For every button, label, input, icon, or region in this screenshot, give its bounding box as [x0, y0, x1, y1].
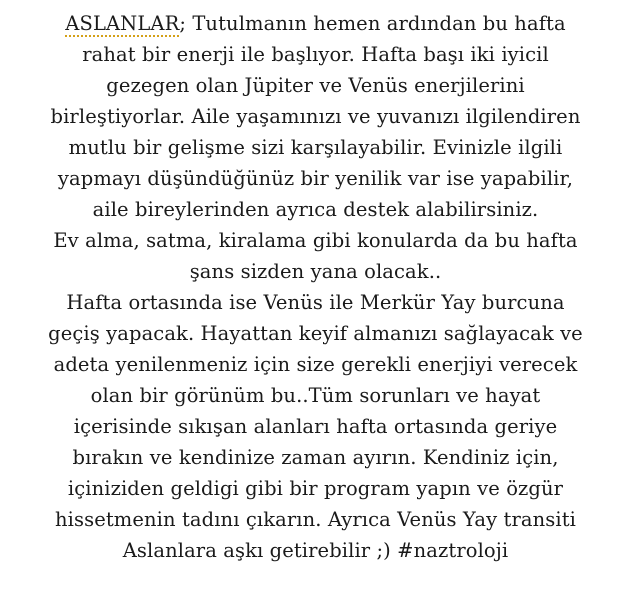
- horoscope-text: [0, 8, 631, 566]
- text-line: geçiş yapacak. Hayattan keyif almanızı sağlayacak ve: [48, 322, 583, 345]
- text-line: içiniziden geldigi gibi bir program yapın ve özgür: [67, 477, 564, 500]
- text-line: gezegen olan Jüpiter ve Venüs enerjilerini: [106, 74, 525, 97]
- text-line: yapmayı düşündüğünüz bir yenilik var ise yapabilir,: [57, 167, 574, 190]
- text-line: birleştiyorlar. Aile yaşamınızı ve yuvanızı ilgilendiren: [50, 105, 581, 128]
- text-line: hissetmenin tadını çıkarın. Ayrıca Venüs Yay transiti: [55, 508, 576, 531]
- text-line: aile bireylerinden ayrıca destek alabilirsiniz.: [92, 198, 539, 221]
- text-line: rahat bir enerji ile başlıyor. Hafta başı iki iyicil: [82, 43, 549, 66]
- text-line: adeta yenilenmeniz için size gerekli enerjiyi verecek: [53, 353, 578, 376]
- text-line: bırakın ve kendinize zaman ayırın. Kendiniz için,: [72, 446, 559, 469]
- text-line: [0, 8, 631, 39]
- sign-keyword: ASLANLAR: [65, 12, 180, 35]
- text-line: içerisinde sıkışan alanları hafta ortasında geriye: [73, 415, 558, 438]
- text-line: mutlu bir gelişme sizi karşılayabilir. Evinizle ilgili: [68, 136, 563, 159]
- first-line-text: ; Tutulmanın hemen ardından bu hafta: [179, 12, 566, 35]
- text-line: Aslanlara aşkı getirebilir ;) #naztroloji: [122, 539, 509, 562]
- text-line: olan bir görünüm bu..Tüm sorunları ve hayat: [90, 384, 541, 407]
- text-line: Ev alma, satma, kiralama gibi konularda da bu hafta: [53, 229, 578, 252]
- text-line: Hafta ortasında ise Venüs ile Merkür Yay burcuna: [66, 291, 565, 314]
- text-line: şans sizden yana olacak..: [189, 260, 442, 283]
